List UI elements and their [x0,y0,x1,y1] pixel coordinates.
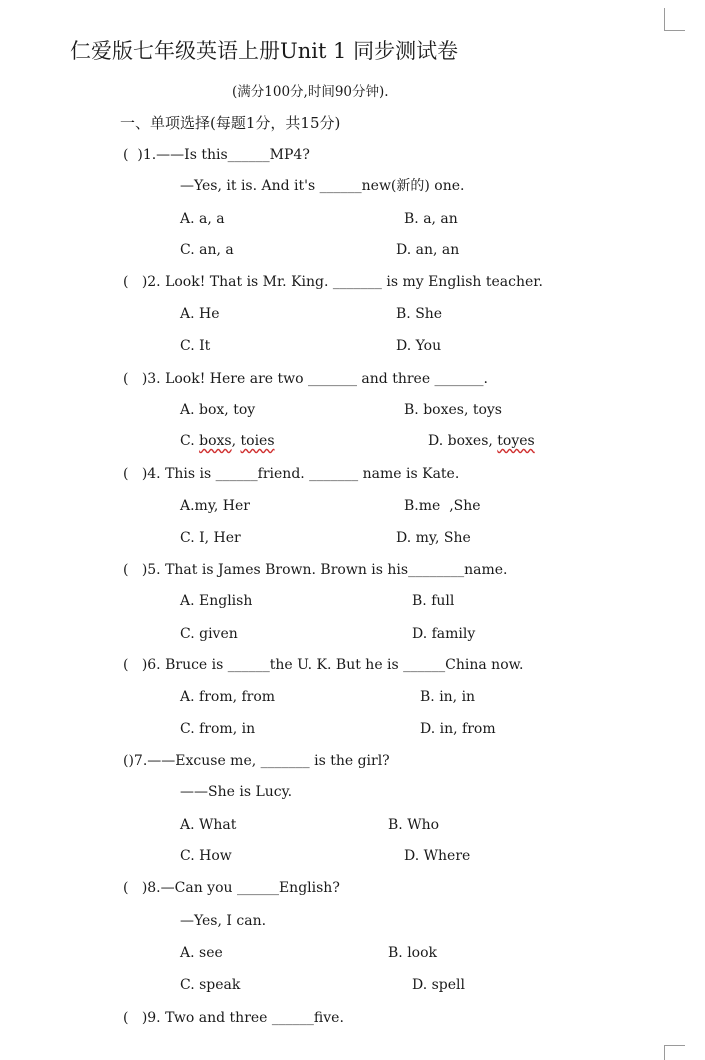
answer-option-line: A. English [180,593,253,609]
answer-option-line: D. You [396,338,442,354]
question-line: ( )8.—Can you ______English? [123,880,340,896]
question-line: ( )5. That is James Brown. Brown is his________name. [123,562,508,578]
answer-option-line: A. a, a [180,211,225,227]
answer-option-line: D. in, from [420,721,496,737]
answer-option-line: D. family [412,626,476,642]
question-line: ( )9. Two and three ______five. [123,1010,344,1026]
answer-option-line: B. a, an [404,211,458,227]
answer-option-line: C. speak [180,977,241,993]
score-time-note: (满分100分,时间90分钟). [232,84,389,100]
answer-option-line: B. look [388,945,438,961]
answer-option-line: A.my, Her [180,498,250,514]
question-line: ( )6. Bruce is ______the U. K. But he is ______China now. [123,657,524,673]
question-line: ( )4. This is ______friend. _______ name is Kate. [123,466,460,482]
answer-option-line: B. in, in [420,689,476,705]
answer-option-line: C. How [180,848,232,864]
answer-option-line: D. Where [404,848,471,864]
answer-option-line: B.me ,She [404,498,481,514]
crop-mark-bottom-right [664,1045,685,1060]
document-title: 仁爱版七年级英语上册Unit 1 同步测试卷 [70,39,459,63]
answer-option-line: ——She is Lucy. [180,784,293,800]
answer-option-line: A. box, toy [180,402,256,418]
answer-option-line: A. see [180,945,223,961]
answer-option-line: C. given [180,626,238,642]
answer-option-line: D. my, She [396,530,471,546]
question-line: ( )3. Look! Here are two _______ and three _______. [123,371,489,387]
answer-option-line: B. Who [388,817,440,833]
answer-option-line: C. from, in [180,721,256,737]
answer-option-line: D. boxes, toyes [428,433,535,449]
answer-option-line: B. boxes, toys [404,402,502,418]
crop-mark-top-right [664,8,685,31]
question-line: ()7.——Excuse me, _______ is the girl? [123,753,390,769]
answer-option-line: C. boxs, toies [180,433,275,449]
answer-option-line: B. She [396,306,443,322]
section-heading: 一、单项选择(每题1分，共15分) [120,114,341,132]
answer-option-line: C. an, a [180,242,234,258]
answer-option-line: D. spell [412,977,466,993]
answer-option-line: A. What [180,817,237,833]
answer-option-line: A. He [180,306,220,322]
question-line: ( )1.——Is this______MP4? [123,147,310,163]
answer-option-line: C. It [180,338,211,354]
answer-option-line: A. from, from [180,689,276,705]
question-line: ( )2. Look! That is Mr. King. _______ is my English teacher. [123,274,543,290]
answer-option-line: —Yes, it is. And it's ______new(新的) one. [180,178,465,194]
answer-option-line: C. I, Her [180,530,241,546]
answer-option-line: —Yes, I can. [180,913,267,929]
answer-option-line: B. full [412,593,455,609]
answer-option-line: D. an, an [396,242,460,258]
